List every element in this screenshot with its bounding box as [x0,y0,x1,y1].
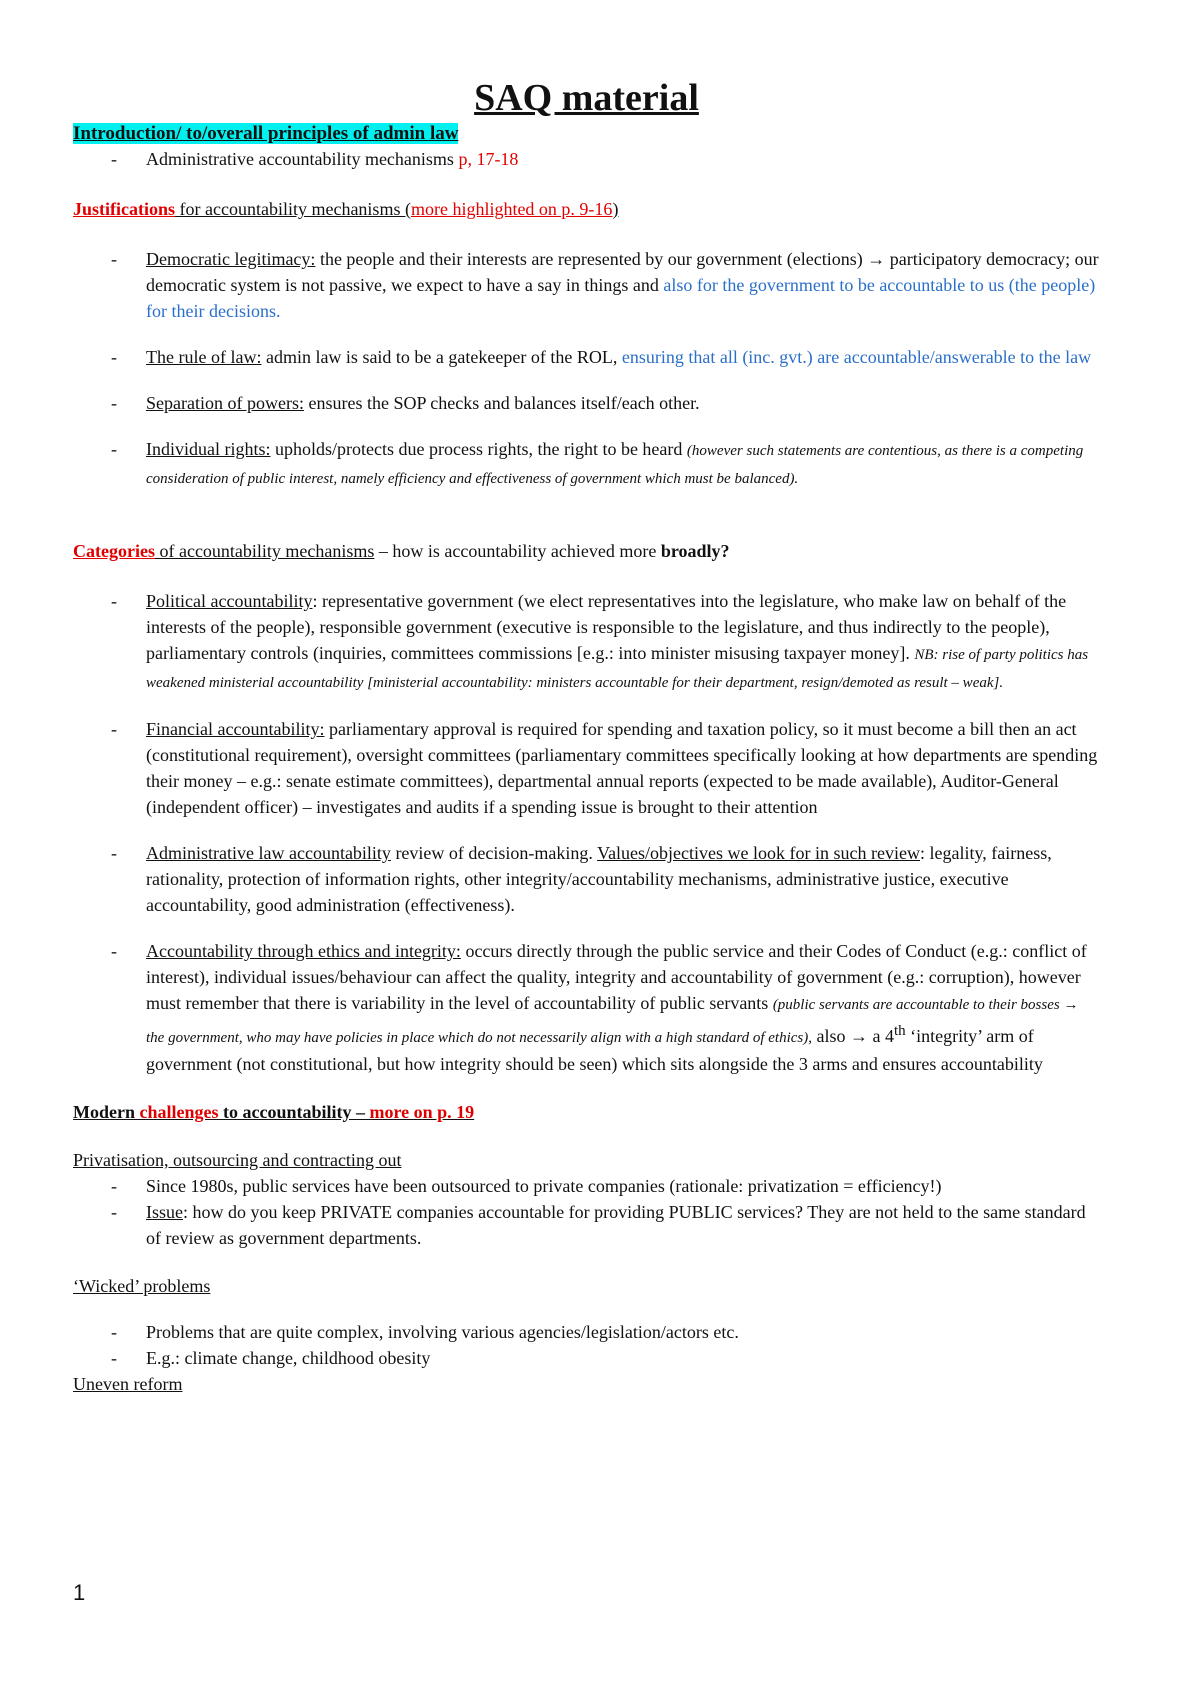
item-italic-text: NB: rise of party politics has weakened ministerial accountability [ministerial accountability: ministers accountable for their department, resign/demoted as result – weak]. [146,647,1089,691]
item-text: Problems that are quite complex, involving various agencies/legislation/actors etc. [146,1322,739,1342]
list-item [73,588,1100,696]
heading-text: for accountability mechanisms ( [175,199,411,219]
item-italic-text: (public servants are accountable to their bosses → the government, who may have policies in place which do not necessarily align with a high standard of ethics), [146,997,1079,1046]
item-text: the people and their interests are represented by our government (elections) → participatory democracy; our democratic system is not passive, we expect to have a say in things and [146,249,1099,295]
heading-text: to accountability – [218,1102,370,1122]
heading-text: ) [612,199,619,219]
list-item [73,840,1100,918]
subheading-wicked-problems: ‘Wicked’ problems [73,1276,211,1296]
justifications-list [73,246,1100,492]
list-item [73,1199,1100,1251]
heading-text: Modern [73,1102,140,1122]
item-blue-text: ensuring that all (inc. gvt.) are accountable/answerable to the law [621,347,1092,367]
item-text: occurs directly through the public service and their Codes of Conduct (e.g.: conflict of interest), individual issues/behaviour can affect the quality, integrity and accountability of government (e.g.: corruption), however must remember that there is variability in the level of accountability of public servants [146,941,1087,1013]
item-label: The rule of law: [146,347,262,367]
justifications-heading [73,196,1100,222]
item-label: Financial accountability: [146,719,325,739]
item-italic-text: (however such statements are contentious, as there is a competing consideration of public interest, namely efficiency and effectiveness of government which must be balanced). [146,443,1084,487]
list-item [73,344,1100,370]
item-text: : legality, fairness, rationality, protection of information rights, other integrity/accountability mechanisms, administrative justice, executive accountability, good administration (effectiveness). [146,843,1052,915]
list-item [73,716,1100,820]
item-label: Issue [146,1202,183,1222]
list-item [73,390,1100,416]
item-text: also → a 4 [812,1026,894,1046]
document-title: SAQ material [474,77,699,119]
item-text: admin law is said to be a gatekeeper of the ROL, [261,347,622,367]
justifications-keyword: Justifications [73,199,176,219]
item-label: Values/objectives we look for in such review [597,843,920,863]
intro-list [73,146,1100,172]
item-text: ensures the SOP checks and balances itself/each other. [303,393,700,413]
item-text: : how do you keep PRIVATE companies accountable for providing PUBLIC services? They are not held to the same standard of review as government departments. [146,1202,1086,1248]
item-text: review of decision-making. [390,843,598,863]
item-text: E.g.: climate change, childhood obesity [146,1348,431,1368]
item-label: Individual rights: [146,439,271,459]
item-text: upholds/protects due process rights, the right to be heard [270,439,687,459]
list-item [73,1345,1100,1371]
list-item [73,436,1100,492]
page-ref: p, 17-18 [458,149,519,169]
item-label: Accountability through ethics and integrity: [146,941,461,961]
item-label: Separation of powers: [146,393,304,413]
subheading-privatisation: Privatisation, outsourcing and contracting out [73,1150,402,1170]
page-ref: more highlighted on p. 9-16 [410,199,613,219]
privatisation-list [73,1173,1100,1251]
categories-keyword: Categories [73,541,155,561]
intro-heading-highlight: Introduction/ to/overall principles of admin law [73,123,459,144]
item-text: ‘integrity’ arm of government (not constitutional, but how integrity should be seen) which sits alongside the 3 arms and ensures accountability [146,1026,1043,1074]
item-text: Since 1980s, public services have been outsourced to private companies (rationale: privatization = efficiency!) [146,1176,942,1196]
list-item [73,938,1100,1077]
heading-bold-text: broadly? [660,541,730,561]
page-ref: more on p. 19 [369,1102,475,1122]
challenges-heading [73,1099,1100,1125]
intro-heading [73,122,1100,146]
wicked-problems-list [73,1319,1100,1371]
page-number: 1 [73,1580,86,1605]
subheading-uneven-reform: Uneven reform [73,1374,183,1394]
list-item [73,1319,1100,1345]
item-text: parliamentary approval is required for spending and taxation policy, so it must become a bill then an act (constitutional requirement), oversight committees (parliamentary committees specifically looking at how departments are spending their money – e.g.: senate estimate committees), departmental annual reports (expected to be made available), Auditor-General (independent officer) – investigates and audits if a spending issue is brought to their attention [146,719,1098,817]
item-label: Democratic legitimacy: [146,249,316,269]
item-blue-text: also for the government to be accountable to us (the people) for their decisions. [146,275,1096,321]
superscript: th [894,1023,906,1039]
challenges-keyword: challenges [139,1102,219,1122]
item-label: Political accountability [146,591,313,611]
categories-heading [73,538,1100,564]
list-item [73,246,1100,324]
list-item [73,1173,1100,1199]
list-item [73,146,1100,172]
item-label: Administrative law accountability [146,843,391,863]
categories-list [73,588,1100,1077]
heading-text: – how is accountability achieved more [374,541,661,561]
heading-text: of accountability mechanisms [154,541,375,561]
item-text: Administrative accountability mechanisms [146,149,459,169]
item-text: : representative government (we elect representatives into the legislature, who make law on behalf of the interests of the people), responsible government (executive is responsible to the legislature, and thus indirectly to the people), parliamentary controls (inquiries, committees commissions [e.g.: into minister misusing taxpayer money]. [146,591,1067,663]
